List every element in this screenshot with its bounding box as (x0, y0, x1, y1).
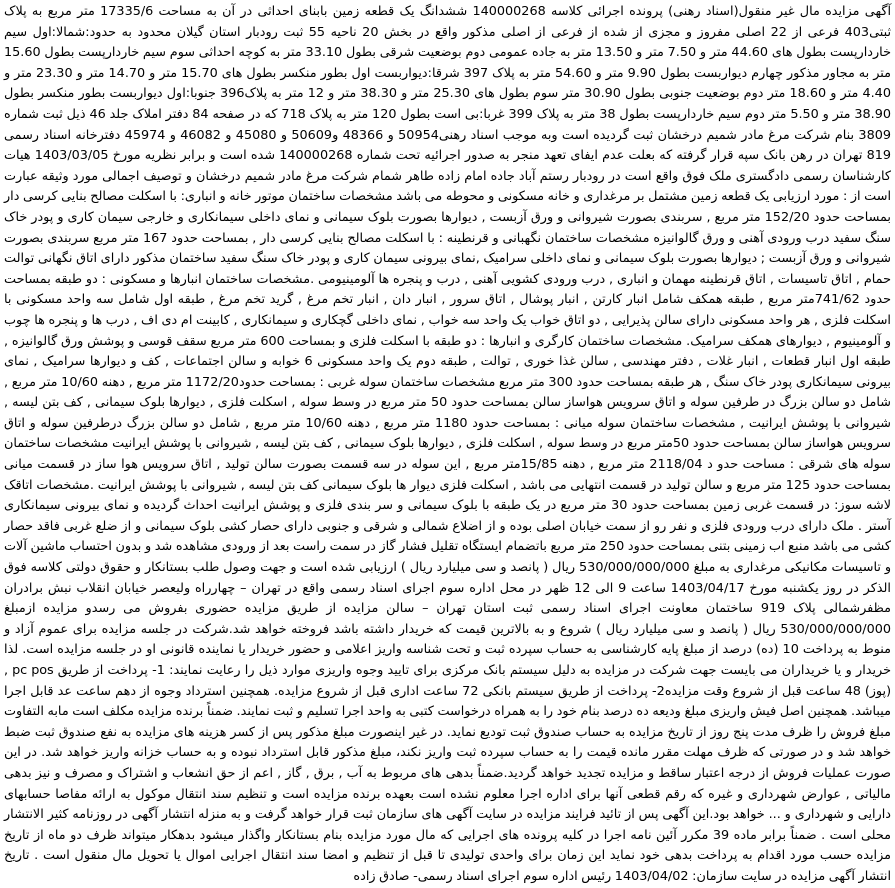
auction-notice-text: آگهی مزایده مال غیر منقول(اسناد رهنی) پرونده اجرائی کلاسه 140000268 ششدانگ یک قطعه زمین بابنای احداثی در آن به مساحت 17335/6 متر مربع به پلاک ثبتی403 فرعی از 22 اصلی مفروز و مجزی از شده از فرعی از اصلی مذکور واقع در بخش 20 ناحیه 55 ثبت رودبار استان گیلان محدود به حدود:شمالا:اول سیم خاردارپست بطول های 44.60 متر و 7.50 متر و 13.50 متر به جاده عمومی دوم بوضعیت شرقی بطول 33.10 متر به کوچه احداثی سوم سیم خاردارپست بطول 15.60 متر به مجاور مذکور چهارم دیواربست بطول 9.90 متر و 54.60 متر به پلاک 397 شرقا:دیواربست اول بطور منکسر بطول های 15.70 متر و 14.70 متر و 23.30 متر و 4.40 متر و 18.60 متر دوم بوضعیت جنوبی بطول 30.90 متر سوم بطول های 25.30 متر و 38.30 متر و 12 متر به پلاک396 جنوبا:اول دیواربست بطور منکسر بطول 38.90 متر و 5.50 متر دوم سیم خاردارپست بطول 38 متر به پلاک 399 غربا:بی است بطول 120 متر به پلاک 718 که در صفحه 84 دفتر املاک جلد 46 ذیل ثبت شماره 3809 بنام شرکت مرغ مادر شمیم درخشان ثبت گردیده است وبه موجب اسناد رهنی50954 و 48366 و50609 و 45080 و 46082 و 45974 دفترخانه اسناد رسمی 819 تهران در رهن بانک سپه قرار گرفته که بعلت عدم ایفای تعهد منجر به صدور اجرائیه تحت شماره 140000268 شده است و برابر نظریه مورخ 1403/03/05 هیات کارشناسان رسمی دادگستری ملک فوق واقع است در رودبار رستم آباد جاده امام زاده طاهر شمام شرکت مرغ مادر شمیم درخشان و توصیف اجمالی مورد وثیقه عبارت است از : مورد ارزیابی یک قطعه زمین مشتمل بر مرغداری و خانه مسکونی و محوطه می باشد مشخصات ساختمان موتور خانه و انباری: با اسکلت مصالح بنایی کرسی دار بمساحت حدود 152/20 متر مربع , سربندی بصورت شیروانی و ورق آزبست , دیوارها بصورت بلوک سیمانی و نمای داخلی سیمانکاری و خارجی سیمان کاری و پودر خاک سنگ سفید درب ورودی آهنی و ورق گالوانیزه مشخصات ساختمان نگهبانی و قرنطینه : با اسکلت مصالح بنایی کرسی دار , بمساحت حدود 167 متر مربع سربندی بصورت شیروانی و ورق آزبست ; دیوارها بصورت بلوک سیمانی و نمای داخلی سرامیک ,نمای بیرونی سیمان کاری و پودر خاک سنگ سفید ساختمان مذکور دارای اتاق نگهانی توالت حمام , اتاق تاسیسات , اتاق قرنطینه مهمان و انباری , درب ورودی کشویی آهنی , درب و پنجره ها آلومینیومی .مشخصات ساختمان انبارها و مسکونی : دو طبقه بمساحت حدود 741/62متر مربع , طبقه همکف شامل انبار کارتن , انبار پوشال , اتاق سرور , انبار دان , انبار تخم مرغ , گرید تخم مرغ , طبقه اول شامل سه واحد مسکونی با اسکلت فلزی , هر واحد مسکونی دارای سالن پذیرایی , دو اتاق خواب یک واحد سه خواب , نمای داخلی گچکاری و سیمانکاری , کابینت ام دی اف , درب ها و پنجره ها چوب و آلومینیوم , دیوارهای همکف سرامیک. مشخصات ساختمان کارگری و انبارها : دو طبقه با اسکلت فلزی و بمساحت 600 متر مربع سقف قوسی و پوشش ورق گالوانیزه , طبقه اول انبار قطعات , انبار غلات , دفتر مهندسی , سالن غذا خوری , توالت , طبقه دوم یک واحد مسکونی 6 خوابه و سالن اجتماعات , کف و دیوارها سرامیک , نمای بیرونی سیمانکاری پودر خاک سنگ , هر طبقه بمساحت حدود 300 متر مربع مشخصات ساختمان سوله غربی : بمساحت حدود1172/20 متر مربع , دهنه 10/60 متر مربع , شامل دو سالن بزرگ در طرفین سوله و اتاق سرویس هواساز سالن بمساحت حدود 50 متر مربع در وسط سوله , اسکلت فلزی , دیوارها بلوک سیمانی , کف بتن لیسه , شیروانی با پوشش ایرانیت , مشخصات ساختمان سوله میانی : بمساحت حدود 1180 متر مربع , دهنه 10/60 متر مربع , شامل دو سالن بزرگ درطرفین سوله و اتاق سرویس هواساز سالن بمساحت حدود 50متر مربع در وسط سوله , اسکلت فلزی , دیوارها بلوک سیمانی , کف بتن لیسه , شیروانی با پوشش ایرانیت مشخصات ساختمان سوله های شرقی : مساحت حدو د 2118/04 متر مربع , دهنه 15/85متر مربع , این سوله در سه قسمت بصورت سالن تولید , اتاق سرویس هوا ساز در قسمت میانی بمساحت حدود 125 متر مربع و سالن تولید در قسمت انتهایی می باشد , اسکلت فلزی دیوار ها بلوک سیمانی کف بتن لیسه , شیروانی با پوشش ایرانیت .مشخصات اتاقک لاشه سوز: در قسمت غربی زمین بمساحت حدود 30 متر مربع در یک طبقه با بلوک سیمانی و سر بندی فلزی و پوشش ایرانیت احداث گردیده و نمای بیرونی سیمانکاری آستر . ملک دارای درب ورودی فلزی و نفر رو از سمت خیابان اصلی بوده و از اضلاع شمالی و شرقی و جنوبی دارای حصار کشی بلوک سیمانی و از ضلع غربی فاقد حصار کشی می باشد منبع اب زمینی بتنی بمساحت حدود 250 متر مربع باتضمام ایستگاه تقلیل فشار گاز در سمت راست بعد از ورودی مشاهده شد و بدون احتساب ماشین آلات و تاسیسات مکانیکی مرغداری به مبلغ 530/000/000/000 ریال ( پانصد و سی میلیارد ریال ) ارزیابی شده است و جهت وصول طلب بستانکار و حقوق دولتی کلاسه فوق الذکر در روز یکشنبه مورخ 1403/04/17 ساعت 9 الی 12 ظهر در محل اداره سوم اجرای اسناد رسمی واقع در تهران – چهارراه ولیعصر خیابان انقلاب نبش برادران مظفرشمالی پلاک 919 ساختمان معاونت اجرای اسناد رسمی ثبت استان تهران – سالن مزایده از طریق مزایده حضوری بفروش می رسدو مزایده ازمبلغ 530/000/000/000 ریال ( پانصد و سی میلیارد ریال ) شروع و به بالاترین قیمت که خریدار داشته باشد فروخته خواهد شد.شرکت در جلسه مزایده برای عموم آزاد و منوط به پرداخت 10 (ده) درصد از مبلغ پایه کارشناسی به حساب سپرده ثبت و تحت شناسه واریز اعلامی و حضور خریدار یا نماینده قانونی او در جلسه مزایده است. لذا خریدار و یا خریداران می بایست جهت شرکت در مزایده به دلیل سیستم بانک مرکزی برای تایید وجوه واریزی موارد ذیل را رعایت نمایند: 1- پرداخت از طریق pc pos , (پوز) 48 ساعت قبل از شروع وقت مزایده2- پرداخت از طریق سیستم بانکی 72 ساعت اداری قبل از شروع مزایده. همچنین استرداد وجوه از دهم ساعت عد قابل اجرا میباشد. همچنین اصل فیش واریزی مبلغ ودیعه ده درصد بنام خود را به همراه درخواست کتبی به واحد اجرا تسلیم و ثبت نمایند. ضمناً برنده مزایده مکلف است مابه التفاوت مبلغ فروش را ظرف مدت پنج روز از تاریخ مزایده به حساب صندوق ثبت تودیع نماید. در غیر اینصورت مبلغ مذکور پس از کسر هزینه های مزایده به نفع صندوق ثبت ضبط خواهد شد و در صورتی که ظرف مهلت مقرر مانده قیمت را به حساب سپرده ثبت واریز نکند، مبلغ مذکور قابل استرداد نبوده و به حساب خزانه واریز خواهد شد. در این صورت عملیات فروش از درجه اعتبار ساقط و مزایده تجدید خواهد گردید.ضمناً بدهی های مربوط به آب , برق , گاز , اعم از حق انشعاب و اشتراک و مصرف و نیز بدهی مالیاتی , عوارض شهرداری و غیره که رقم قطعی آنها برای اداره اجرا معلوم نشده است بعهده برنده مزایده است و تنظیم سند انتقال موکول به ارائه مفاصا حسابهای دارایی و شهرداری و ... خواهد بود.این آگهی پس از تائید فرایند مزایده در سایت آگهی های سازمان ثبت قرار خواهد گرفت و به منزله انتشار آگهی در روزنامه کثیر الانتشار محلی است . ضمناً برابر ماده 39 مکرر آئین نامه اجرا در کلیه پرونده های اجرایی که مال مورد مزایده بنام بستانکار واگذار میشود بدهکار میتواند ظرف دو ماه از تاریخ مزایده حسب مورد اقدام به پرداخت بدهی خود نماید این زمان برای واحدی تولیدی تا قبل از تنظیم و امضا سند انتقال اجرایی اموال یا تحویل مال منقول است . تاریخ انتشار آگهی مزایده در سایت سازمان: 1403/04/02 رئیس اداره سوم اجرای اسناد رسمی- صادق زاده (4, 4, 892, 884)
